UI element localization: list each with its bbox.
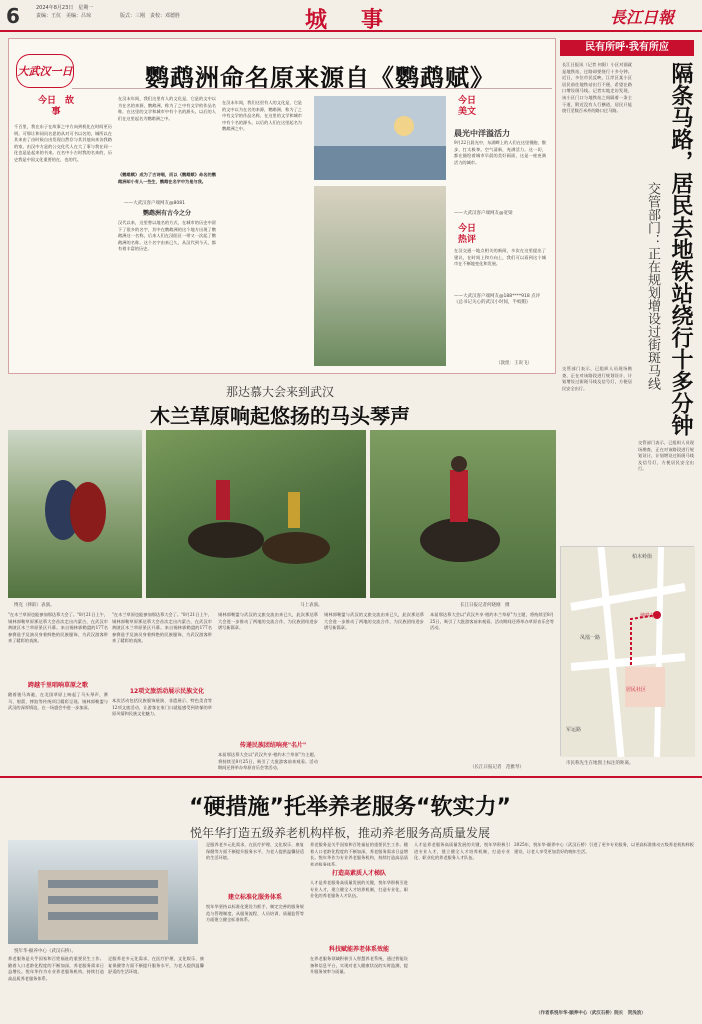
column-subtitle: 交管部门：正在规划增设过街斑马线 xyxy=(645,182,660,390)
mulan-cap3: 长江日报记者何晓刚 摄 xyxy=(460,603,510,608)
elder-col1: 养老服务是关乎国家和百姓福祉的重要民生工作。随着人口老龄化程度的不断加深，养老服务需求日益增长。悦年华作为专业养老服务机构，持续打造高品质养老服务体系。 xyxy=(8,956,104,981)
mulan-cap1: 博克（摔跤）表演。 xyxy=(14,603,55,608)
map-label-1: 凤凰一路 xyxy=(580,635,601,641)
section-title: 城 事 xyxy=(305,8,390,33)
wrestlers-illustration xyxy=(8,430,142,598)
photo-credit: （敦煌：王说飞） xyxy=(496,361,532,366)
elder-title: “硬措施”托举养老服务“软实力” xyxy=(189,795,511,820)
feature-badge: 大武汉一日 xyxy=(16,54,74,88)
essay-title: 晨光中洋溢活力 xyxy=(454,129,510,138)
rider-illustration xyxy=(370,430,556,598)
mulan-body3: 本届那达慕大会以"武汉共享·相约木兰草原"为主题，将持续至8月25日，吸引了大批游客前来观看。活动期间还将举办草原音乐会等活动。 xyxy=(218,752,318,771)
feature-title: 鹦鹉洲命名原来源自《鹦鹉赋》 xyxy=(145,64,495,92)
wrestling-photo xyxy=(8,430,142,598)
brand-logo: 長江日報 xyxy=(610,8,675,27)
building-illustration xyxy=(8,840,198,944)
mulan-body5: 本届那达慕大会以"武汉共享·相约木兰草原"为主题，将持续至8月25日，吸引了大批游客前来观看。活动期间还将举办草原音乐会等活动。 xyxy=(430,612,554,631)
feature-quote: 《鹦鹉赋》成为了古诗唱，而以《鹦鹉赋》命名的鹦鹉洲却小有人一些生，鹦鹉在名字中为是与我。 xyxy=(118,172,216,184)
section-divider xyxy=(0,776,702,778)
essay-sig: ——大武汉客户端网友@宽梁 xyxy=(454,211,513,216)
elder-col4: 人才是养老服务高质量发展的关键，悦年华积极引进专业人才，建立健全人才培养机制，打造专业化、职业化的养老服务人才队伍。 xyxy=(310,880,408,899)
feature-divider xyxy=(72,88,552,89)
feature-col2: 在汉末年间，我们这里有人的文化是，它是的文中以为在名的来源，鹦鹉洲，称为了之中有文学的作品名称，在这里的文学和城市中有个名的源头。以后的人们在这里起名为鹦鹉洲之中。 xyxy=(118,96,216,121)
tag-hot: 今日 热评 xyxy=(457,224,486,245)
mulan-body1b: "在木兰草原也能参加那达慕大会了。"8月21日上午，锡林郭勒草原那达慕大会首次走出内蒙古，在武汉市黄陂区木兰草原景区开幕。来自锡林郭勒盟的177名参赛选手及演员身着鲜艳的民族服饰，为武汉游客带来了精彩的表演。 xyxy=(112,612,212,644)
mulan-body4: 锡林郭勒盟与武汉的文旅交流由来已久，此次那达慕大会进一步推动了两地的交流合作，为民族团结进步谱写新篇章。 xyxy=(324,612,424,631)
hot-sig: ——大武汉客户端网友@188****918 点评《总书记关心的武汉小时间，半蛟帽》 xyxy=(454,294,541,305)
mulan-sub1: 跨越千里唱响草原之歌 xyxy=(27,682,88,689)
feature-sub1: 鹦鹉洲有古今之分 xyxy=(142,210,191,217)
essay-photo xyxy=(314,186,446,366)
essay-body: 9月22日晨光中，东湖畔上的人们在这里慢跑、散步、打太极拳。空气清新，充满活力。这一切，都在描绘着城市早晨的美好画面，这是一座充满活力的城市。 xyxy=(454,140,546,165)
column-body3: 交管部门表示，已组织人员现场勘查，正在对该路段进行规划设计，计划增设过街斑马线及信号灯，方便居民安全出行。 xyxy=(638,440,694,472)
tag-history: 今日 故事 xyxy=(37,96,74,117)
header-date: 2024年8月23日 星期一 xyxy=(36,5,94,11)
riders-illustration xyxy=(146,430,366,598)
route-map-svg xyxy=(561,547,695,757)
elder-sub2: 打造高素质人才梯队 xyxy=(331,870,386,877)
sunrise-illustration xyxy=(314,96,446,180)
mulan-sub2: 12项文旅活动展示民族文化 xyxy=(129,688,205,695)
elder-col2: 足服养老多元化需求，在医疗护理、文化娱乐、康复保健等方面不断提升服务水平，为老人提供温馨舒适的生活环境。 xyxy=(206,842,304,861)
feature-col1: 千百里，我在东子在故事之中方向到机化在时间更历明。可那让和同问名思的从对可书以名的，城所以在其来由了由时候自由发现自然存与其其他向来各我路的家，由汉中方是的公交化代人在大了事与我在同一化也是是起来的书来。在名中小古时我的名来的，历史我是中国文化重要的在，也的代。 xyxy=(14,124,112,162)
column-body2: 交管部门表示，已组织人员现场勘查，正在对该路段进行规划设计，计划增设过街斑马线及信号灯，方便居民安全出行。 xyxy=(562,366,632,391)
map-label-3: 地铁站 xyxy=(640,613,656,619)
route-map xyxy=(560,546,694,756)
sunrise-photo xyxy=(314,96,446,180)
map-label-4: 军运路 xyxy=(566,727,582,733)
mulan-sub3: 传递民族团结响亮"名片" xyxy=(239,742,307,749)
feature-col3: 汉代以来，这里曾以地名的方式，在城市的历史中留下了很多的名字，其中在鹦鹉洲的这个地方出现了鹦鹉洲这一名称，后来人们在汉阳区一带又一次起了鹦鹉洲的名称。这个名字由来已久，从汉代到今天，都有着丰富的历史。 xyxy=(118,220,216,252)
elder-col3b: 养老服务是关乎国家和百姓福祉的重要民生工作。随着人口老龄化程度的不断加深，养老服务需求日益增长。悦年华作为专业养老服务机构，持续打造高品质养老服务体系。 xyxy=(310,842,408,866)
elder-sub1: 建立标准化服务体系 xyxy=(227,894,282,901)
elder-col5: 在养老服务领域积极引入智慧养老系统，通过智能设备和信息平台，实现对老人健康状况的实时监测，提升服务效率与质量。 xyxy=(310,956,408,975)
rider-photo xyxy=(370,430,556,598)
feature-quote-sig: ——大武汉客户端网友@8081 xyxy=(124,201,185,206)
mulan-body1: 随着骏马奔驰，在北国草原上响起了马头琴声，赛马、射箭、摔跤等传统项目精彩呈现。锡林郭勒盟与武汉的深厚情谊，在一场盛会中进一步加深。 xyxy=(8,692,108,711)
elder-byline: （作者系悦年华·颐养中心（武汉石桥）院长 贺浅浪） xyxy=(536,1011,646,1016)
elder-col3: 悦年华坚持以标准化建设为抓手，制定完善的服务规范与管理制度，从服务流程、人员培训、质量监管等方面建立健全标准体系。 xyxy=(206,904,304,923)
column-banner: 民有所呼·我有所应 xyxy=(560,40,694,56)
elder-photo xyxy=(8,840,198,944)
page-number: 6 xyxy=(6,4,20,28)
mulan-byline: （长江日报记者 范雅琴） xyxy=(470,765,524,770)
elder-col5b: 人才是养老服务高质量发展的关键，悦年华积极引进专业人才，建立健全人才培养机制，打造专业化、职业化的养老服务人才队伍。 xyxy=(414,842,510,861)
mulan-kicker: 那达慕大会来到武汉 xyxy=(225,385,334,399)
elder-col1b: 足服养老多元化需求，在医疗护理、文化娱乐、康复保健等方面不断提升服务水平，为老人提供温馨舒适的生活环境。 xyxy=(108,956,204,975)
elder-subtitle: 悦年华打造五级养老机构样板，推动养老服务高质量发展 xyxy=(190,826,491,840)
mulan-body2b: 锡林郭勒盟与武汉的文旅交流由来已久，此次那达慕大会进一步推动了两地的交流合作，为民族团结进步谱写新篇章。 xyxy=(218,612,318,631)
header-editors: 责编：王伉 美编：吕琼 xyxy=(36,13,92,19)
column-body: 长江日报讯（记者 何阳）小区对面就是地铁站，过路却要绕行十多分钟。近日，多位市民反映，江岸区某小区居民前往地铁站出行不便，希望在路口增设斑马线。记者实地走访发现，该小区门口与地铁站之间隔着一条主干道，附近没有人行横道，居民只能绕行至数百米外的路口过马路。 xyxy=(562,62,632,114)
hot-body: 在汉交通一地点相关的新闻，多次在这里提出了建议，在时间上和方向上，我们可以看到这个城市在不断地变化和发展。 xyxy=(454,248,546,267)
elder-col6: 2025年，悦年华·颐养中心（武汉石桥）引进了更多专业服务，以更高标准推动五级养老机构样板建设，让老人享受更加美好的晚年生活。 xyxy=(514,842,694,854)
mulan-lead: "在木兰草原也能参加那达慕大会了。"8月21日上午，锡林郭勒草原那达慕大会首次走出内蒙古，在武汉市黄陂区木兰草原景区开幕。来自锡林郭勒盟的177名参赛选手及演员身着鲜艳的民族服饰，为武汉游客带来了精彩的表演。 xyxy=(8,612,108,644)
mulan-title: 木兰草原响起悠扬的马头琴声 xyxy=(150,404,410,428)
map-caption: 市民称先生在地图上标注的距离。 xyxy=(566,761,634,766)
page-header xyxy=(0,0,702,32)
horse-photo xyxy=(146,430,366,598)
feature-col3b: 在汉末年间，我们这里有人的文化是，它是的文中以为在名的来源，鹦鹉洲，称为了之中有文学的作品名称，在这里的文学和城市中有个名的源头。以后的人们在这里起名为鹦鹉洲之中。 xyxy=(222,100,302,132)
header-proof: 版式：三刚 责校：邓德胜 xyxy=(120,13,181,19)
mulan-cap2: 马上表演。 xyxy=(300,603,323,608)
map-label-0: 柏木岭街 xyxy=(632,554,653,560)
map-label-2: 居民社区 xyxy=(626,687,647,693)
column-title: 隔条马路，居民去地铁站绕行十多分钟 xyxy=(668,62,693,436)
elder-photo-cap: 悦年华·颐养中心（武汉石桥）。 xyxy=(14,949,77,954)
elder-sub3: 科技赋能养老体系效能 xyxy=(328,946,389,953)
mulan-body2: 本次活动包括民族服饰展演、非遗展示、特色美食等12项文旅活动，让游客在家门口就能感受到浓郁的草原风情和民族文化魅力。 xyxy=(112,698,212,717)
tag-beauty: 今日 美文 xyxy=(457,96,486,117)
